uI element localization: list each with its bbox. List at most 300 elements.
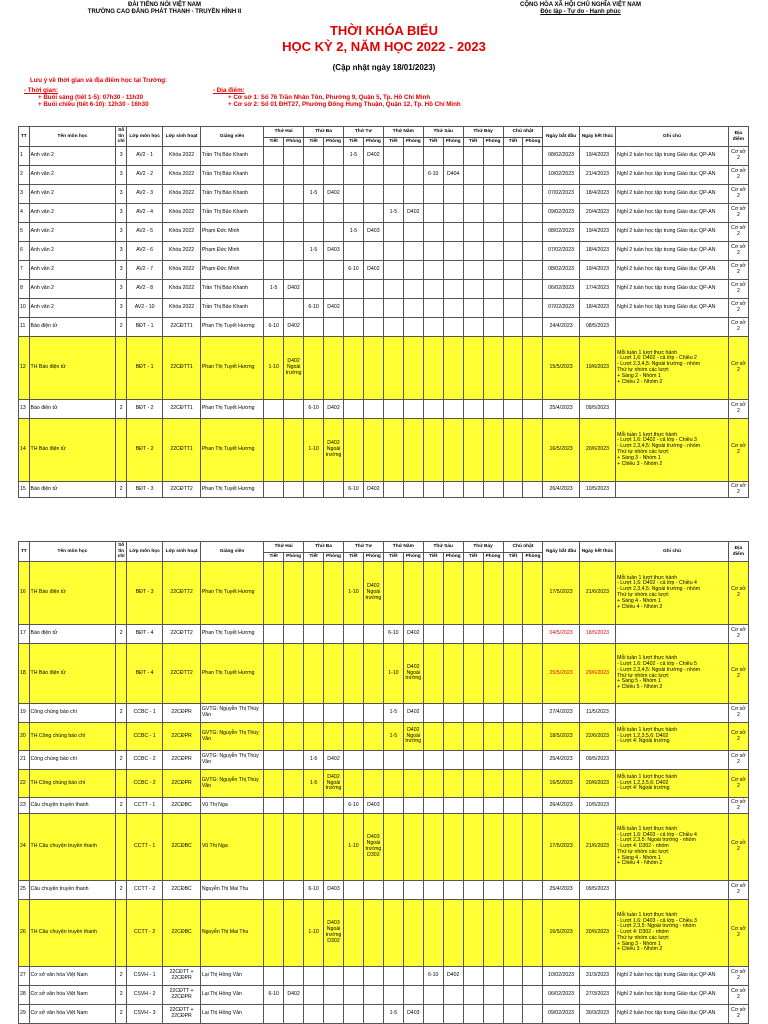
cell-room: D402 <box>284 280 304 299</box>
cell-credits: 2 <box>116 318 127 337</box>
cell-room: D402 <box>443 967 463 986</box>
cell-empty <box>443 280 463 299</box>
cell-teacher: Trần Thị Bảo Khanh <box>200 147 263 166</box>
col-period: Tiết <box>304 553 324 562</box>
cell-empty <box>264 261 284 280</box>
cell-end: 11/5/2023 <box>579 704 615 723</box>
cell-empty <box>503 299 523 318</box>
cell-empty <box>324 1005 344 1024</box>
cell-empty <box>443 1005 463 1024</box>
cell-empty <box>443 562 463 625</box>
cell-empty <box>363 986 383 1005</box>
cell-empty <box>284 967 304 986</box>
cell-subject: TH Báo điện tử <box>29 337 116 400</box>
cell-empty <box>304 223 324 242</box>
cell-empty <box>324 147 344 166</box>
cell-empty <box>264 770 284 798</box>
cell-empty <box>403 223 423 242</box>
cell-empty <box>343 704 363 723</box>
cell-empty <box>383 242 403 261</box>
table-row <box>19 337 749 400</box>
cell-empty <box>403 337 423 400</box>
cell-empty <box>324 482 344 498</box>
cell-empty <box>363 1005 383 1024</box>
cell-class: CCBC - 2 <box>126 770 162 798</box>
cell-empty <box>483 147 503 166</box>
cell-empty <box>284 299 304 318</box>
table-row <box>19 299 749 318</box>
cell-empty <box>383 419 403 482</box>
col-period: Tiết <box>383 553 403 562</box>
cell-end: 22/6/2023 <box>579 723 615 751</box>
cell-empty <box>503 723 523 751</box>
cell-class: AV2 - 7 <box>126 261 162 280</box>
cell-empty <box>304 337 324 400</box>
cell-empty <box>264 185 284 204</box>
cell-start: 25/4/2023 <box>543 751 579 770</box>
cell-empty <box>343 881 363 900</box>
cell-empty <box>423 798 443 814</box>
cell-tt: 17 <box>19 625 30 644</box>
cell-room: D402 Ngoài trường <box>324 419 344 482</box>
cell-subject: Anh văn 2 <box>29 280 116 299</box>
cell-room: D402 <box>403 704 423 723</box>
table-row <box>19 318 749 337</box>
cell-empty <box>463 318 483 337</box>
cell-empty <box>423 299 443 318</box>
cell-empty <box>463 1005 483 1024</box>
cell-room: D402 <box>403 204 423 223</box>
cell-credits: 3 <box>116 166 127 185</box>
cell-empty <box>443 644 463 704</box>
cell-empty <box>264 419 284 482</box>
col-room: Phòng <box>284 138 304 147</box>
place-label: - Địa điểm: <box>213 87 245 94</box>
cell-empty <box>264 967 284 986</box>
cell-place: Cơ sở 2 <box>728 318 748 337</box>
cell-credits <box>116 723 127 751</box>
cell-class: CCBC - 1 <box>126 723 162 751</box>
cell-period: 1-5 <box>304 185 324 204</box>
cell-empty <box>423 185 443 204</box>
cell-credits: 2 <box>116 1005 127 1024</box>
cell-subject: Anh văn 2 <box>29 261 116 280</box>
cell-empty <box>264 299 284 318</box>
cell-subject: Anh văn 2 <box>29 185 116 204</box>
table-row <box>19 986 749 1005</box>
cell-empty <box>284 770 304 798</box>
cell-tt: 23 <box>19 798 30 814</box>
cell-empty <box>403 986 423 1005</box>
cell-empty <box>383 881 403 900</box>
cell-tt: 10 <box>19 299 30 318</box>
cell-subject: Báo điện tử <box>29 400 116 419</box>
cell-class: AV2 - 4 <box>126 204 162 223</box>
cell-empty <box>503 400 523 419</box>
table-row <box>19 261 749 280</box>
cell-empty <box>343 1005 363 1024</box>
cell-teacher: Phạm Đức Minh <box>200 242 263 261</box>
cell-start: 27/4/2023 <box>543 704 579 723</box>
cell-cohort: Khóa 2022 <box>163 299 201 318</box>
cell-empty <box>403 185 423 204</box>
cell-place: Cơ sở 2 <box>728 723 748 751</box>
cell-empty <box>304 704 324 723</box>
cell-empty <box>463 562 483 625</box>
col-credits: Số tín chỉ <box>116 542 127 562</box>
cell-teacher: Phan Thị Tuyết Hương <box>200 644 263 704</box>
cell-empty <box>483 770 503 798</box>
cell-empty <box>423 986 443 1005</box>
cell-place: Cơ sở 2 <box>728 185 748 204</box>
cell-empty <box>503 770 523 798</box>
cell-teacher: Trần Thị Bảo Khanh <box>200 185 263 204</box>
cell-start: 10/02/2023 <box>543 967 579 986</box>
cell-empty <box>363 723 383 751</box>
cell-empty <box>483 204 503 223</box>
cell-start: 10/02/2023 <box>543 166 579 185</box>
place-1: + Cơ sở 1: Số 76 Trần Nhân Tôn, Phường 9, Quận 5, Tp. Hồ Chí Minh <box>228 94 431 101</box>
cell-teacher: Trần Thị Bảo Khanh <box>200 166 263 185</box>
cell-room: D402 Ngoài trường <box>284 337 304 400</box>
cell-subject: TH Công chúng báo chí <box>29 770 116 798</box>
cell-empty <box>503 419 523 482</box>
col-room: Phòng <box>324 553 344 562</box>
cell-empty <box>383 562 403 625</box>
cell-empty <box>284 147 304 166</box>
table-row <box>19 723 749 751</box>
table-row <box>19 704 749 723</box>
cell-place: Cơ sở 2 <box>728 400 748 419</box>
cell-empty <box>403 900 423 967</box>
time-afternoon: + Buổi chiều (tiết 6-10): 12h30 - 16h30 <box>38 101 149 108</box>
cell-note: Mỗi tuần 1 lượt thực hành - Lượt 1,6: D402 - cả lớp - Chiều 4 - Lượt 2,3,4,5: Ngoài trường - nhóm Thứ tự nhóm các lượt: + Sáng 4 - Nhóm 1 + Chiều 4 - Nhóm 2 <box>616 562 729 625</box>
cell-credits: 3 <box>116 280 127 299</box>
cell-empty <box>284 723 304 751</box>
table-row <box>19 223 749 242</box>
cell-period: 6-10 <box>304 400 324 419</box>
cell-empty <box>523 419 543 482</box>
cell-empty <box>403 967 423 986</box>
cell-end: 18/5/2023 <box>579 625 615 644</box>
table-row <box>19 280 749 299</box>
col-room: Phòng <box>363 138 383 147</box>
cell-empty <box>264 881 284 900</box>
cell-empty <box>264 1005 284 1024</box>
table-row <box>19 185 749 204</box>
table-row <box>19 419 749 482</box>
col-room: Phòng <box>403 138 423 147</box>
cell-empty <box>284 625 304 644</box>
cell-empty <box>463 798 483 814</box>
cell-empty <box>523 562 543 625</box>
cell-empty <box>324 723 344 751</box>
col-room: Phòng <box>403 553 423 562</box>
table-row <box>19 751 749 770</box>
cell-cohort: 22CĐBC <box>163 881 201 900</box>
cell-period: 1-5 <box>383 723 403 751</box>
cell-empty <box>284 562 304 625</box>
cell-note: Mỗi tuần 1 lượt thực hành - Lượt 1,2,3,5,6: D402 - Lượt 4: Ngoài trường <box>616 770 729 798</box>
cell-tt: 18 <box>19 644 30 704</box>
cell-credits: 2 <box>116 798 127 814</box>
cell-period: 6-10 <box>264 318 284 337</box>
col-place: Địa điểm <box>728 127 748 147</box>
col-room: Phòng <box>443 553 463 562</box>
cell-empty <box>264 751 284 770</box>
cell-teacher: Nguyễn Thị Mai Thu <box>200 881 263 900</box>
cell-place: Cơ sở 2 <box>728 625 748 644</box>
col-tt: TT <box>19 127 30 147</box>
cell-subject: Cơ sở văn hóa Việt Nam <box>29 1005 116 1024</box>
cell-empty <box>304 814 324 881</box>
cell-empty <box>483 400 503 419</box>
cell-empty <box>403 814 423 881</box>
cell-empty <box>284 1005 304 1024</box>
cell-subject: Anh văn 2 <box>29 166 116 185</box>
cell-subject: TH Câu chuyện truyền thanh <box>29 900 116 967</box>
cell-end: 20/6/2023 <box>579 770 615 798</box>
cell-empty <box>523 770 543 798</box>
cell-empty <box>264 704 284 723</box>
cell-empty <box>403 798 423 814</box>
cell-end: 20/4/2023 <box>579 204 615 223</box>
cell-empty <box>463 770 483 798</box>
cell-empty <box>284 419 304 482</box>
cell-empty <box>503 318 523 337</box>
cell-empty <box>523 482 543 498</box>
cell-empty <box>363 166 383 185</box>
cell-empty <box>503 881 523 900</box>
document-header <box>0 0 768 20</box>
cell-empty <box>304 562 324 625</box>
cell-empty <box>343 770 363 798</box>
col-day: Thứ Bảy <box>463 542 503 553</box>
cell-class: AV2 - 2 <box>126 166 162 185</box>
cell-empty <box>264 242 284 261</box>
cell-empty <box>463 299 483 318</box>
cell-empty <box>284 482 304 498</box>
cell-room: D404 <box>443 166 463 185</box>
cell-empty <box>523 986 543 1005</box>
cell-period: 1-5 <box>383 204 403 223</box>
cell-start: 26/4/2023 <box>543 482 579 498</box>
cell-empty <box>463 166 483 185</box>
cell-empty <box>423 242 443 261</box>
cell-empty <box>343 723 363 751</box>
cell-end: 10/5/2023 <box>579 798 615 814</box>
cell-empty <box>304 318 324 337</box>
cell-class: BĐT - 1 <box>126 337 162 400</box>
cell-empty <box>423 625 443 644</box>
cell-empty <box>503 261 523 280</box>
cell-empty <box>503 704 523 723</box>
cell-empty <box>423 881 443 900</box>
cell-start: 08/02/2023 <box>543 223 579 242</box>
cell-empty <box>523 337 543 400</box>
cell-subject: Cơ sở văn hóa Việt Nam <box>29 967 116 986</box>
cell-class: AV2 - 3 <box>126 185 162 204</box>
cell-place: Cơ sở 2 <box>728 770 748 798</box>
cell-period: 1-5 <box>383 704 403 723</box>
schedule-table-2 <box>18 541 749 1024</box>
cell-empty <box>324 337 344 400</box>
cell-tt: 11 <box>19 318 30 337</box>
cell-note: Mỗi tuần 1 lượt thực hành - Lượt 1,6: D403 - cả lớp - Chiều 4 - Lượt 2,3,5: Ngoài trường - nhóm - Lượt 4: D302 - nhóm Thứ tự nhóm các lượt: + Sáng 4 - Nhóm 1 + Chiều 4 - Nhóm 2 <box>616 814 729 881</box>
cell-empty <box>403 280 423 299</box>
cell-empty <box>383 814 403 881</box>
col-teacher: Giảng viên <box>200 127 263 147</box>
cell-note: Nghỉ 2 tuần học tập trung Giáo dục QP-AN <box>616 1005 729 1024</box>
cell-empty <box>284 644 304 704</box>
col-period: Tiết <box>463 553 483 562</box>
col-place: Địa điểm <box>728 542 748 562</box>
cell-empty <box>264 482 284 498</box>
col-day: Thứ Tư <box>343 542 383 553</box>
cell-empty <box>264 562 284 625</box>
cell-tt: 26 <box>19 900 30 967</box>
cell-tt: 12 <box>19 337 30 400</box>
cell-empty <box>503 986 523 1005</box>
cell-empty <box>503 166 523 185</box>
cell-start: 25/4/2023 <box>543 881 579 900</box>
cell-end: 27/3/2023 <box>579 986 615 1005</box>
table-row <box>19 900 749 967</box>
cell-empty <box>503 814 523 881</box>
cell-empty <box>423 644 443 704</box>
cell-start: 26/4/2023 <box>543 798 579 814</box>
cell-credits <box>116 814 127 881</box>
col-start: Ngày bắt đầu <box>543 127 579 147</box>
col-room: Phòng <box>284 553 304 562</box>
cell-end: 30/3/2023 <box>579 1005 615 1024</box>
cell-empty <box>284 261 304 280</box>
cell-empty <box>284 751 304 770</box>
cell-place: Cơ sở 2 <box>728 204 748 223</box>
cell-empty <box>343 751 363 770</box>
cell-empty <box>324 704 344 723</box>
cell-room: D402 <box>363 482 383 498</box>
cell-empty <box>343 625 363 644</box>
cell-empty <box>483 185 503 204</box>
cell-empty <box>483 166 503 185</box>
cell-note <box>616 881 729 900</box>
cell-empty <box>423 900 443 967</box>
cell-end: 20/6/2023 <box>579 900 615 967</box>
cell-subject: Báo điện tử <box>29 318 116 337</box>
cell-empty <box>523 900 543 967</box>
col-day: Thứ Bảy <box>463 127 503 138</box>
cell-empty <box>363 242 383 261</box>
cell-subject: TH Câu chuyện truyền thanh <box>29 814 116 881</box>
cell-empty <box>304 644 324 704</box>
cell-class: AV2 - 5 <box>126 223 162 242</box>
cell-teacher: Trần Thị Bảo Khanh <box>200 204 263 223</box>
cell-subject: Công chúng báo chí <box>29 704 116 723</box>
cell-empty <box>383 261 403 280</box>
header-row <box>19 542 749 553</box>
cell-room: D403 <box>363 798 383 814</box>
cell-end: 20/6/2023 <box>579 419 615 482</box>
cell-empty <box>264 814 284 881</box>
cell-empty <box>343 185 363 204</box>
cell-credits: 2 <box>116 967 127 986</box>
cell-note: Nghỉ 2 tuần học tập trung Giáo dục QP-AN <box>616 986 729 1005</box>
cell-start: 25/4/2023 <box>543 400 579 419</box>
school-name: TRƯỜNG CAO ĐẲNG PHÁT THANH - TRUYỀN HÌNH II <box>87 9 242 15</box>
table-row <box>19 1005 749 1024</box>
cell-period: 1-10 <box>264 337 284 400</box>
title-line-1: THỜI KHÓA BIỂU <box>329 23 439 38</box>
cell-tt: 7 <box>19 261 30 280</box>
motto: Độc lập - Tự do - Hạnh phúc <box>540 9 621 15</box>
col-period: Tiết <box>343 553 363 562</box>
cell-subject: Báo điện tử <box>29 625 116 644</box>
cell-teacher: Phạm Đức Minh <box>200 261 263 280</box>
cell-teacher: Phan Thị Tuyết Hương <box>200 482 263 498</box>
cell-room: D402 Ngoài trường <box>363 562 383 625</box>
cell-empty <box>383 280 403 299</box>
cell-tt: 15 <box>19 482 30 498</box>
cell-empty <box>483 798 503 814</box>
cell-credits: 2 <box>116 625 127 644</box>
cell-teacher: Phan Thị Tuyết Hương <box>200 400 263 419</box>
cell-empty <box>403 166 423 185</box>
cell-credits <box>116 644 127 704</box>
cell-credits: 2 <box>116 482 127 498</box>
cell-cohort: Khóa 2022 <box>163 147 201 166</box>
cell-empty <box>483 1005 503 1024</box>
cell-start: 08/02/2023 <box>543 147 579 166</box>
cell-empty <box>343 166 363 185</box>
cell-empty <box>324 318 344 337</box>
cell-empty <box>463 881 483 900</box>
col-period: Tiết <box>264 138 284 147</box>
cell-empty <box>503 798 523 814</box>
cell-cohort: 22CĐTT + 22CĐPR <box>163 986 201 1005</box>
cell-note: Nghỉ 2 tuần học tập trung Giáo dục QP-AN <box>616 185 729 204</box>
cell-place: Cơ sở 2 <box>728 814 748 881</box>
cell-note <box>616 751 729 770</box>
cell-class: BĐT - 4 <box>126 644 162 704</box>
cell-tt: 4 <box>19 204 30 223</box>
cell-place: Cơ sở 2 <box>728 147 748 166</box>
schedule-table-1 <box>18 126 749 498</box>
cell-note: Nghỉ 2 tuần học tập trung Giáo dục QP-AN <box>616 280 729 299</box>
cell-tt: 14 <box>19 419 30 482</box>
cell-empty <box>523 1005 543 1024</box>
col-room: Phòng <box>443 138 463 147</box>
notes-intro: Lưu ý về thời gian và địa điểm học tại Trường: <box>30 77 168 84</box>
cell-empty <box>264 147 284 166</box>
cell-period: 1-5 <box>304 242 324 261</box>
col-cohort: Lớp sinh hoạt <box>163 542 201 562</box>
cell-empty <box>523 704 543 723</box>
col-period: Tiết <box>503 553 523 562</box>
cell-tt: 27 <box>19 967 30 986</box>
cell-empty <box>343 204 363 223</box>
cell-room: D402 <box>363 147 383 166</box>
cell-period: 1-5 <box>343 147 363 166</box>
cell-empty <box>483 562 503 625</box>
cell-tt: 19 <box>19 704 30 723</box>
cell-end: 09/5/2023 <box>579 400 615 419</box>
cell-credits: 2 <box>116 751 127 770</box>
cell-room: D403 <box>324 881 344 900</box>
cell-empty <box>523 147 543 166</box>
cell-credits: 2 <box>116 986 127 1005</box>
cell-subject: Anh văn 2 <box>29 204 116 223</box>
